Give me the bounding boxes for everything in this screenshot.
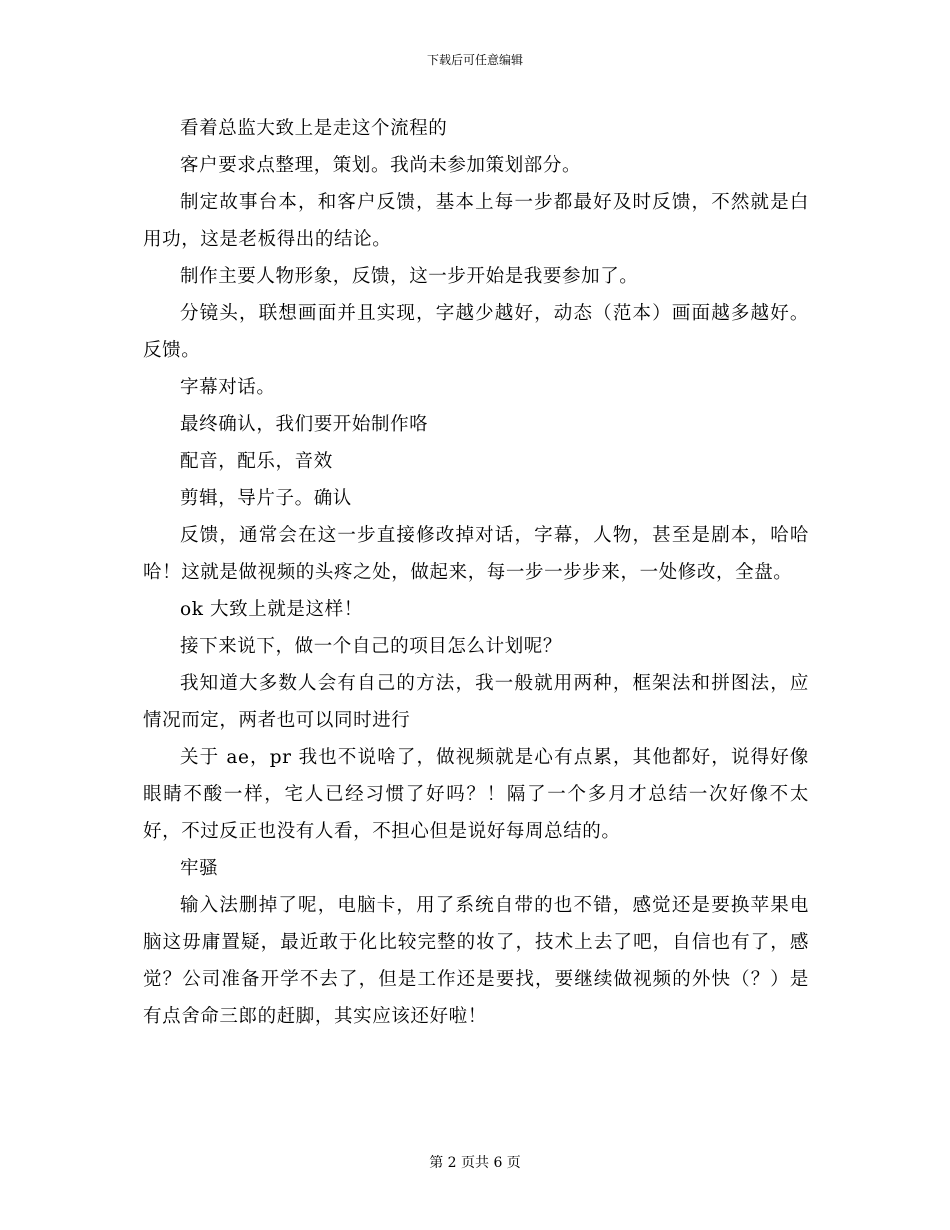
paragraph: 输入法删掉了呢，电脑卡，用了系统自带的也不错，感觉还是要换苹果电脑这毋庸置疑，最近敢于化比较完整的妆了，技术上去了吧，自信也有了，感觉？公司准备开学不去了，但是工作还是要找，要继续做视频的外快（？）是有点舍命三郎的赶脚，其实应该还好啦！ <box>143 895 809 1027</box>
paragraph: 分镜头，联想画面并且实现，字越少越好，动态（范本）画面越多越好。反馈。 <box>143 303 809 361</box>
page-footer: 第 2 页共 6 页 <box>429 1155 521 1171</box>
paragraph: 剪辑，导片子。确认 <box>180 488 352 509</box>
document-body <box>143 110 809 1035</box>
paragraph: 反馈，通常会在这一步直接修改掉对话，字幕，人物，甚至是剧本，哈哈哈！这就是做视频的头疼之处，做起来，每一步一步步来，一处修改，全盘。 <box>143 525 809 583</box>
paragraph: 最终确认，我们要开始制作咯 <box>180 414 429 435</box>
paragraph: 关于 ae，pr 我也不说啥了，做视频就是心有点累，其他都好，说得好像眼睛不酸一样，宅人已经习惯了好吗？！隔了一个多月才总结一次好像不太好，不过反正也没有人看，不担心但是说好每周总结的。 <box>143 747 809 842</box>
page-header: 下载后可任意编辑 <box>426 53 523 67</box>
paragraph: 接下来说下，做一个自己的项目怎么计划呢？ <box>180 636 563 657</box>
paragraph: ok 大致上就是这样！ <box>180 599 363 620</box>
paragraph: 配音，配乐，音效 <box>180 451 333 472</box>
paragraph: 字幕对话。 <box>180 377 276 398</box>
paragraph: 牢骚 <box>180 858 219 879</box>
paragraph: 看着总监大致上是走这个流程的 <box>180 118 448 139</box>
paragraph: 制定故事台本，和客户反馈，基本上每一步都最好及时反馈，不然就是白用功，这是老板得出的结论。 <box>143 192 809 250</box>
paragraph: 制作主要人物形象，反馈，这一步开始是我要参加了。 <box>180 266 639 287</box>
paragraph: 我知道大多数人会有自己的方法，我一般就用两种，框架法和拼图法，应情况而定，两者也可以同时进行 <box>143 673 809 731</box>
paragraph: 客户要求点整理，策划。我尚未参加策划部分。 <box>180 155 582 176</box>
